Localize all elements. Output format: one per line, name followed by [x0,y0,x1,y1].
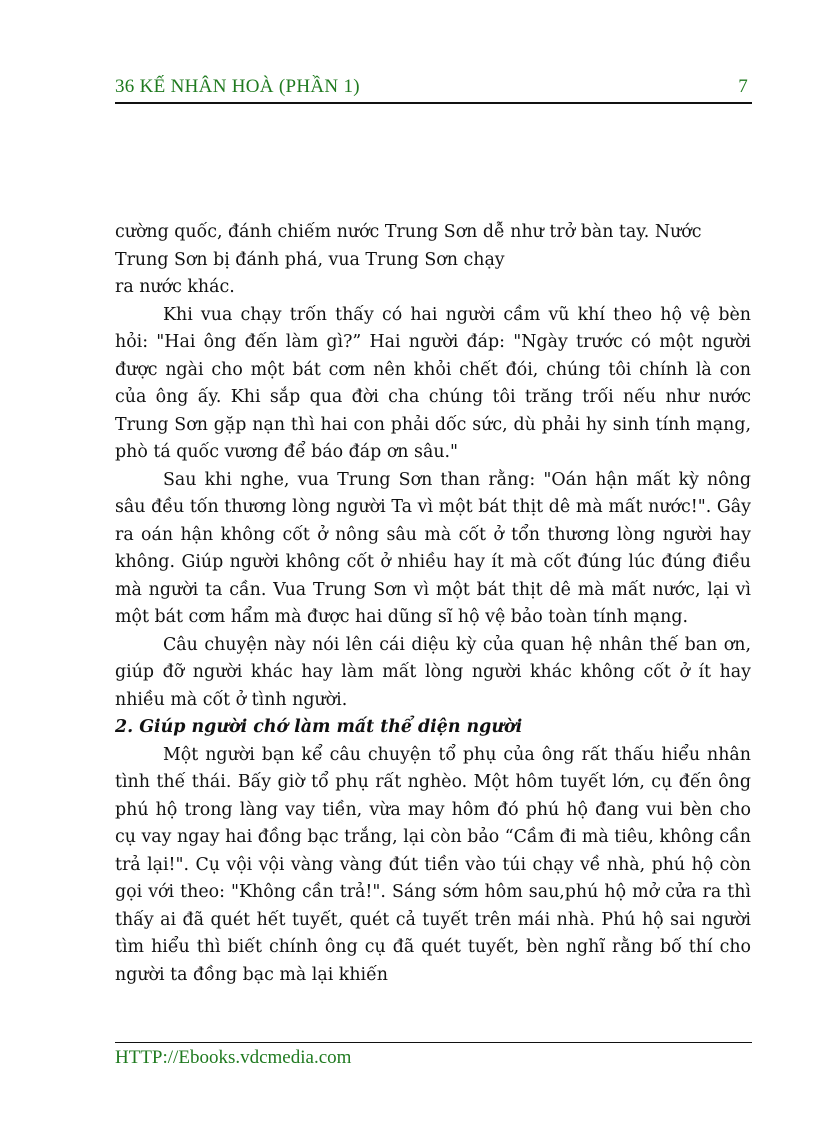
paragraph-1-line-2: ra nước khác. [115,277,235,297]
paragraph-1-line-1: cường quốc, đánh chiếm nước Trung Sơn dễ như trở bàn tay. Nước Trung Sơn bị đánh phá, vua Trung Sơn chạy [115,222,702,270]
page-number: 7 [738,76,748,97]
paragraph-4: Câu chuyện này nói lên cái diệu kỳ của quan hệ nhân thế ban ơn, giúp đỡ người khác hay làm mất lòng người khác không cốt ở ít hay nhiều mà cốt ở tình người. [115,634,751,710]
paragraph-3: Sau khi nghe, vua Trung Sơn than rằng: "Oán hận mất kỳ nông sâu đều tốn thương lòng người Ta vì một bát thịt dê mà mất nước!". Gây ra oán hận không cốt ở nông sâu mà cốt ở tổn thương lòng người hay không. Giúp người không cốt ở nhiều hay ít mà cốt đúng lúc đúng điều mà người ta cần. Vua Trung Sơn vì một bát thịt dê mà mất nước, lại vì một bát cơm hẩm mà được hai dũng sĩ hộ vệ bảo toàn tính mạng. [115,469,751,627]
book-title: 36 KẾ NHÂN HOÀ (PHẦN 1) [115,76,360,97]
paragraph-2: Khi vua chạy trốn thấy có hai người cầm vũ khí theo hộ vệ bèn hỏi: "Hai ông đến làm gì?” Hai người đáp: "Ngày trước có một người được ngài cho một bát cơm nên khỏi chết đói, chúng tôi chính là con của ông ấy. Khi sắp qua đời cha chúng tôi trăng trối nếu như nước Trung Sơn gặp nạn thì hai con phải dốc sức, dù phải hy sinh tính mạng, phò tá quốc vương để báo đáp ơn sâu." [115,304,751,462]
footer-url-link[interactable]: HTTP://Ebooks.vdcmedia.com [115,1047,352,1068]
paragraph-5: Một người bạn kể câu chuyện tổ phụ của ông rất thấu hiểu nhân tình thế thái. Bấy giờ tổ phụ rất nghèo. Một hôm tuyết lớn, cụ đến ông phú hộ trong làng vay tiền, vừa may hôm đó phú hộ đang vui bèn cho cụ vay ngay hai đồng bạc trắng, lại còn bảo “Cầm đi mà tiêu, không cần trả lại!". Cụ vội vội vàng vàng đút tiền vào túi chạy về nhà, phú hộ còn gọi với theo: "Không cần trả!". Sáng sớm hôm sau,phú hộ mở cửa ra thì thấy ai đã quét hết tuyết, quét cả tuyết trên mái nhà. Phú hộ sai người tìm hiểu thì biết chính ông cụ đã quét tuyết, bèn nghĩ rằng bố thí cho người ta đồng bạc mà lại khiến [115,744,751,985]
page-footer [115,1042,752,1069]
page-content [115,219,751,989]
section-heading-2: 2. Giúp người chớ làm mất thể diện người [115,717,523,737]
page-header [115,76,752,104]
